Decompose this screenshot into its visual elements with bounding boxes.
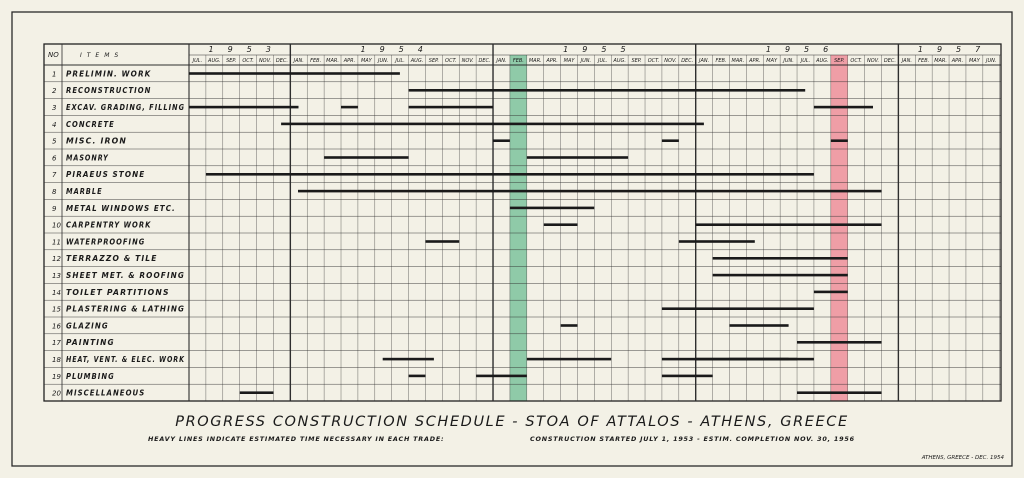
- month-label: JUL.: [395, 58, 405, 64]
- subtitle-legend: HEAVY LINES INDICATE ESTIMATED TIME NECESSARY IN EACH TRADE:: [148, 435, 445, 443]
- year-label: 1955: [563, 45, 640, 54]
- duration-bar: [662, 375, 713, 378]
- duration-bar: [814, 106, 873, 109]
- item-number: 1: [52, 70, 57, 79]
- item-label: MISC. IRON: [66, 136, 127, 146]
- month-label: NOV.: [866, 58, 880, 64]
- item-label: SHEET MET. & ROOFING: [66, 271, 185, 280]
- chart-title: PROGRESS CONSTRUCTION SCHEDULE - STOA OF ATTALOS - ATHENS, GREECE: [175, 414, 849, 430]
- duration-bar: [298, 190, 882, 193]
- month-label: DEC.: [883, 58, 896, 64]
- month-label: MAR.: [326, 58, 339, 64]
- duration-bar: [797, 391, 882, 394]
- signature: ATHENS, GREECE - DEC. 1954: [921, 455, 1004, 461]
- month-label: AUG.: [208, 58, 221, 64]
- band-green: [510, 55, 527, 401]
- duration-bar: [662, 307, 814, 310]
- month-label: APR.: [546, 58, 558, 64]
- month-label: MAY: [766, 58, 778, 64]
- duration-bar: [561, 324, 578, 327]
- month-label: FEB.: [918, 58, 930, 64]
- duration-bar: [206, 173, 814, 176]
- item-number: 3: [52, 104, 57, 112]
- item-label: GLAZING: [66, 321, 109, 331]
- duration-bar: [409, 375, 426, 378]
- month-label: NOV.: [258, 58, 272, 64]
- item-label: MISCELLANEOUS: [66, 388, 146, 398]
- item-label: PLASTERING & LATHING: [66, 304, 185, 314]
- month-label: FEB.: [310, 58, 322, 64]
- duration-bar: [383, 358, 434, 361]
- duration-bar: [713, 274, 848, 277]
- year-label: 1957: [917, 45, 995, 54]
- duration-bar: [476, 375, 527, 378]
- item-label: MARBLE: [66, 187, 103, 196]
- duration-bar: [281, 123, 704, 126]
- month-label: OCT.: [445, 58, 457, 64]
- item-number: 5: [52, 137, 57, 146]
- month-label: SEP.: [428, 58, 440, 64]
- month-label: DEC.: [681, 58, 694, 64]
- item-number: 12: [52, 255, 61, 264]
- month-label: MAR.: [934, 58, 948, 64]
- duration-bar: [696, 223, 882, 226]
- item-number: 13: [52, 272, 61, 280]
- item-number: 2: [52, 87, 57, 96]
- duration-bar: [510, 207, 594, 210]
- month-label: JUL.: [800, 58, 811, 64]
- item-number: 18: [52, 356, 61, 364]
- month-label: OCT.: [850, 58, 862, 64]
- item-number: 7: [52, 171, 57, 180]
- month-label: JAN.: [293, 58, 304, 64]
- month-label: AUG.: [613, 58, 626, 64]
- duration-bar: [544, 223, 578, 226]
- item-label: WATERPROOFING: [66, 237, 146, 247]
- month-label: NOV.: [461, 58, 474, 64]
- month-label: DEC.: [275, 58, 288, 64]
- year-label: 1954: [360, 45, 437, 54]
- header-items: ITEMS: [80, 52, 124, 59]
- month-label: JUN.: [783, 58, 794, 64]
- header-number: NO: [48, 51, 59, 59]
- duration-bar: [831, 139, 848, 142]
- item-label: PLUMBING: [66, 371, 115, 381]
- item-number: 20: [52, 389, 61, 398]
- item-label: METAL WINDOWS ETC.: [66, 203, 176, 213]
- item-label: PIRAEUS STONE: [66, 170, 146, 180]
- duration-bar: [730, 358, 798, 361]
- month-label: FEB.: [512, 58, 524, 64]
- duration-bar: [527, 358, 612, 361]
- duration-bar: [189, 72, 400, 75]
- year-label: 1953: [208, 45, 285, 54]
- item-number: 9: [52, 204, 57, 213]
- duration-bar: [493, 139, 510, 142]
- item-number: 8: [52, 188, 57, 196]
- month-label: JAN.: [699, 58, 710, 64]
- item-label: PAINTING: [66, 338, 115, 348]
- duration-bar: [240, 391, 274, 394]
- month-label: NOV.: [664, 58, 677, 64]
- item-number: 16: [52, 322, 61, 331]
- duration-bar: [713, 257, 848, 260]
- item-number: 15: [52, 305, 61, 314]
- item-number: 4: [52, 120, 57, 129]
- item-label: TERRAZZO & TILE: [66, 254, 158, 264]
- month-label: MAR.: [528, 58, 542, 64]
- item-label: PRELIMIN. WORK: [66, 69, 152, 79]
- duration-bar: [426, 240, 460, 243]
- item-number: 14: [52, 288, 61, 297]
- month-label: SEP.: [834, 58, 845, 64]
- item-number: 17: [52, 339, 61, 348]
- duration-bar: [527, 156, 628, 159]
- month-label: OCT.: [647, 58, 660, 64]
- month-label: SEP.: [631, 58, 642, 64]
- duration-bar: [679, 240, 755, 243]
- month-label: FEB.: [715, 58, 727, 64]
- month-label: APR.: [343, 58, 356, 64]
- year-label: 1956: [765, 45, 843, 54]
- item-number: 6: [52, 154, 57, 163]
- item-label: CONCRETE: [66, 119, 115, 129]
- duration-bar: [324, 156, 408, 159]
- duration-bar: [409, 89, 806, 92]
- month-label: AUG.: [816, 58, 829, 64]
- duration-bar: [409, 106, 493, 109]
- month-label: OCT.: [242, 58, 254, 64]
- duration-bar: [814, 291, 848, 294]
- duration-bar: [797, 341, 882, 344]
- item-label: CARPENTRY WORK: [66, 220, 152, 230]
- month-label: MAY: [968, 58, 980, 64]
- item-label: RECONSTRUCTION: [66, 86, 152, 96]
- month-label: JUN.: [580, 58, 592, 64]
- item-number: 19: [52, 372, 61, 381]
- month-label: AUG.: [410, 58, 424, 64]
- item-label: HEAT, VENT. & ELEC. WORK: [66, 355, 185, 364]
- month-label: APR.: [749, 58, 761, 64]
- month-label: JUN.: [986, 58, 997, 64]
- duration-bar: [730, 324, 789, 327]
- item-number: 10: [52, 221, 61, 230]
- month-label: JAN.: [496, 58, 507, 64]
- duration-bar: [341, 106, 358, 109]
- month-label: JUL.: [598, 58, 608, 64]
- month-label: SEP.: [226, 58, 237, 64]
- month-label: MAY: [360, 58, 372, 64]
- month-label: JAN.: [901, 58, 912, 64]
- month-label: MAR.: [731, 58, 745, 64]
- subtitle-dates: CONSTRUCTION STARTED JULY 1, 1953 - ESTIM. COMPLETION NOV. 30, 1956: [530, 435, 855, 443]
- item-label: EXCAV. GRADING, FILLING: [66, 103, 185, 112]
- item-label: TOILET PARTITIONS: [66, 287, 170, 297]
- item-label: MASONRY: [66, 153, 109, 163]
- month-label: APR.: [951, 58, 964, 64]
- duration-bar: [189, 106, 299, 109]
- month-label: MAY: [563, 58, 575, 64]
- month-label: JUN.: [378, 58, 389, 64]
- month-label: JUL.: [192, 58, 203, 64]
- duration-bar: [662, 139, 679, 142]
- item-number: 11: [52, 238, 61, 247]
- month-label: DEC.: [478, 58, 491, 64]
